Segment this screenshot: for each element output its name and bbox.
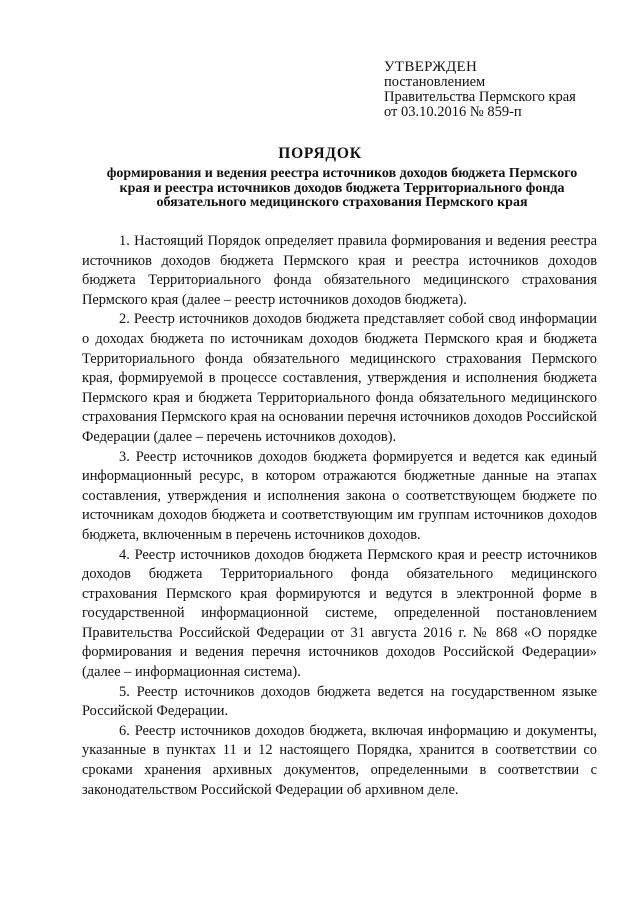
approval-line: Правительства Пермского края	[384, 89, 576, 105]
document-heading: ПОРЯДОК	[278, 145, 362, 162]
paragraph-4: 4. Реестр источников доходов бюджета Пермского края и реестр источников доходов бюджета Территориального фонда обязательного медицинского страхования Пермского края формируются и ведутся в электронной форме в государственной информационной системе, определенной постановлением Правительства Российской Федерации от 31 августа 2016 г. № 868 «О порядке формирования и ведения перечня источников доходов Российской Федерации» (далее – информационная система).	[82, 546, 597, 681]
paragraph-5: 5. Реестр источников доходов бюджета ведется на государственном языке Российской Федерации.	[82, 683, 597, 720]
approval-title: УТВЕРЖДЕН	[384, 59, 478, 75]
paragraph-2: 2. Реестр источников доходов бюджета представляет собой свод информации о доходах бюджета по источникам доходов бюджета Пермского края и бюджета Территориального фонда обязательного медицинского страхования Пермского края, формируемой в процессе составления, утверждения и исполнения бюджета Пермского края и бюджета Территориального фонда обязательного медицинского страхования Пермского края на основании перечня источников доходов Российской Федерации (далее – перечень источников доходов).	[82, 311, 597, 445]
paragraph-6: 6. Реестр источников доходов бюджета, включая информацию и документы, указанные в пунктах 11 и 12 настоящего Порядка, хранится в соответствии со сроками хранения архивных документов, определенными в соответствии с законодательством Российской Федерации об архивном деле.	[82, 722, 597, 798]
approval-date: от 03.10.2016 № 859-п	[384, 104, 522, 120]
document-body	[82, 232, 597, 800]
approval-line: постановлением	[384, 74, 486, 90]
approval-stamp	[384, 60, 576, 120]
paragraph-1: 1. Настоящий Порядок определяет правила формирования и ведения реестра источников доходов бюджета Пермского края и реестра источников доходов бюджета Территориального фонда обязательного медицинского страхования Пермского края (далее – реестр источников доходов бюджета).	[82, 233, 597, 308]
document-subtitle: формирования и ведения реестра источников доходов бюджета Пермского края и реестра источников доходов бюджета Территориального фонда обязательного медицинского страхования Пермского края	[106, 166, 578, 210]
paragraph-3: 3. Реестр источников доходов бюджета формируется и ведется как единый информационный ресурс, в котором отражаются бюджетные данные на этапах составления, утверждения и исполнения закона о соответствующем бюджете по источникам доходов бюджета и соответствующим им группам источников доходов бюджета, включенным в перечень источников доходов.	[82, 448, 597, 543]
